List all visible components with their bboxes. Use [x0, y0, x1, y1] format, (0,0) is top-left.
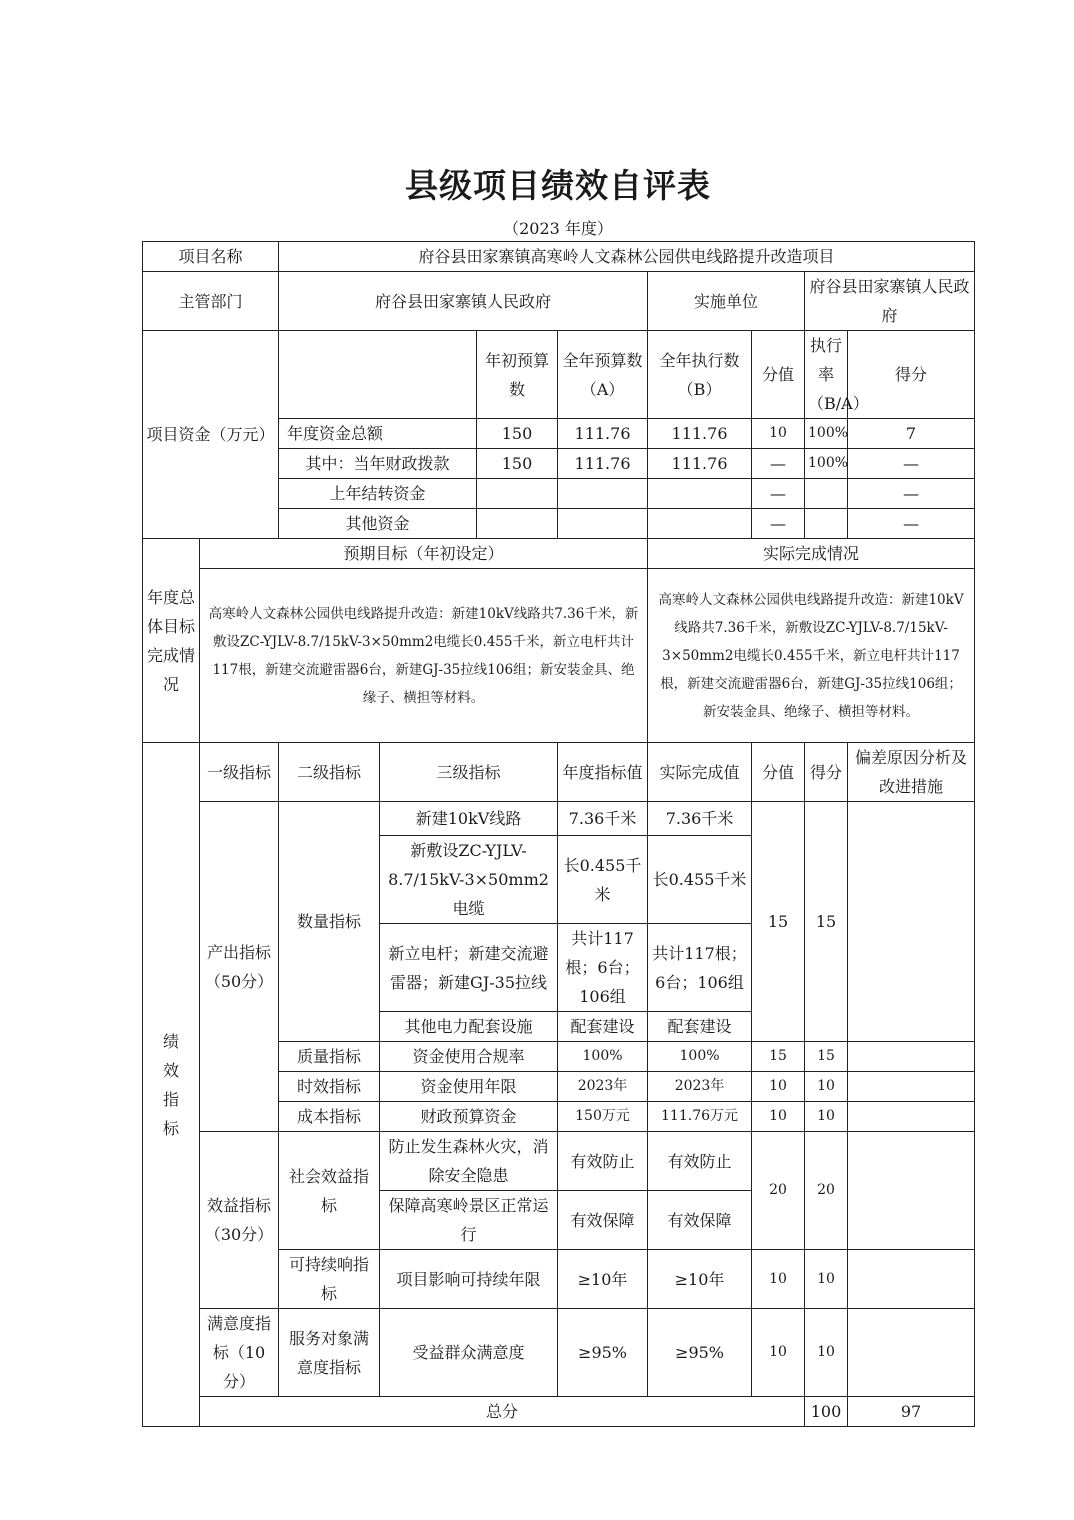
indicator-actual: ≥95%: [648, 1309, 752, 1397]
funds-row-score-value: —: [752, 479, 805, 509]
perf-header-level2: 二级指标: [279, 743, 380, 802]
indicator-score: 10: [805, 1102, 848, 1132]
indicator-score-value: 10: [752, 1102, 805, 1132]
indicator-score-value: 15: [752, 1042, 805, 1072]
funds-label: 项目资金（万元）: [143, 331, 279, 539]
funds-row-score-value: 10: [752, 419, 805, 449]
funds-row-name: 其他资金: [279, 509, 477, 539]
impl-value: 府谷县田家寨镇人民政府: [805, 272, 975, 331]
indicator-name: 项目影响可持续年限: [380, 1250, 558, 1309]
indicator-actual: 共计117根；6台；106组: [648, 924, 752, 1012]
indicator-target: 共计117根；6台；106组: [558, 924, 648, 1012]
funds-header-blank: [279, 331, 477, 419]
funds-row-score-value: —: [752, 509, 805, 539]
output-label: 产出指标（50分）: [200, 802, 279, 1132]
indicator-target: 配套建设: [558, 1012, 648, 1042]
dept-label: 主管部门: [143, 272, 279, 331]
indicator-target: 100%: [558, 1042, 648, 1072]
funds-row-annual: 111.76: [558, 419, 648, 449]
perf-header-level1: 一级指标: [200, 743, 279, 802]
indicator-name: 保障高寒岭景区正常运行: [380, 1191, 558, 1250]
indicator-score-value: 10: [752, 1250, 805, 1309]
funds-row-initial: [477, 479, 558, 509]
indicator-deviation: [848, 1309, 975, 1397]
funds-row-executed: 111.76: [648, 449, 752, 479]
social-label: 社会效益指标: [279, 1132, 380, 1250]
social-score: 20: [805, 1132, 848, 1250]
perf-header-score: 得分: [805, 743, 848, 802]
indicator-target: 有效防止: [558, 1132, 648, 1191]
indicator-score: 15: [805, 1042, 848, 1072]
funds-row-score-value: —: [752, 449, 805, 479]
indicator-name: 新敷设ZC-YJLV-8.7/15kV-3×50mm2电缆: [380, 836, 558, 924]
indicator-score: 10: [805, 1072, 848, 1102]
social-score-value: 20: [752, 1132, 805, 1250]
total-score-value: 100: [805, 1397, 848, 1427]
goals-actual-header: 实际完成情况: [648, 539, 975, 569]
funds-row-annual: [558, 509, 648, 539]
perf-header-actual: 实际完成值: [648, 743, 752, 802]
funds-header-score: 得分: [848, 331, 975, 419]
indicator-name: 财政预算资金: [380, 1102, 558, 1132]
indicator-actual: 7.36千米: [648, 802, 752, 836]
indicator-name: 新建10kV线路: [380, 802, 558, 836]
indicator-actual: 有效防止: [648, 1132, 752, 1191]
evaluation-table: [142, 241, 975, 1427]
funds-row-name: 年度资金总额: [279, 419, 477, 449]
goals-expected-header: 预期目标（年初设定）: [200, 539, 648, 569]
quantity-score-value: 15: [752, 802, 805, 1042]
funds-row-score: —: [848, 509, 975, 539]
perf-label: 绩效指标: [143, 743, 200, 1427]
quantity-deviation: [848, 802, 975, 1042]
indicator-score-value: 10: [752, 1309, 805, 1397]
indicator-target: ≥95%: [558, 1309, 648, 1397]
indicator-deviation: [848, 1042, 975, 1072]
indicator-name: 防止发生森林火灾，消除安全隐患: [380, 1132, 558, 1191]
indicator-name: 资金使用合规率: [380, 1042, 558, 1072]
funds-row-name: 上年结转资金: [279, 479, 477, 509]
indicator-target: 150万元: [558, 1102, 648, 1132]
funds-header-initial: 年初预算数: [477, 331, 558, 419]
funds-row-executed: [648, 479, 752, 509]
funds-row-executed: 111.76: [648, 419, 752, 449]
project-name-label: 项目名称: [143, 242, 279, 272]
funds-header-rate: 执行率（B/A）: [805, 331, 848, 419]
indicator-deviation: [848, 1072, 975, 1102]
impl-label: 实施单位: [648, 272, 805, 331]
indicator-name: 受益群众满意度: [380, 1309, 558, 1397]
funds-header-score-value: 分值: [752, 331, 805, 419]
funds-row-rate: 100%: [805, 449, 848, 479]
quantity-score: 15: [805, 802, 848, 1042]
indicator-name: 新立电杆；新建交流避雷器；新建GJ-35拉线: [380, 924, 558, 1012]
funds-row-executed: [648, 509, 752, 539]
sustain-label: 可持续响指标: [279, 1250, 380, 1309]
indicator-score: 10: [805, 1309, 848, 1397]
quality-label: 质量指标: [279, 1042, 380, 1072]
funds-row-initial: 150: [477, 449, 558, 479]
perf-header-deviation: 偏差原因分析及改进措施: [848, 743, 975, 802]
funds-row-initial: [477, 509, 558, 539]
indicator-target: 2023年: [558, 1072, 648, 1102]
benefit-label: 效益指标（30分）: [200, 1132, 279, 1309]
indicator-target: 长0.455千米: [558, 836, 648, 924]
funds-header-annual: 全年预算数（A）: [558, 331, 648, 419]
page-subtitle: （2023 年度）: [503, 219, 613, 238]
total-score: 97: [848, 1397, 975, 1427]
goals-actual-text: 高寒岭人文森林公园供电线路提升改造：新建10kV线路共7.36千米，新敷设ZC-YJLV-8.7/15kV-3×50mm2电缆长0.455千米，新立电杆共计117根，新建交流避雷器6台，新建GJ-35拉线106组；新安装金具、绝缘子、横担等材料。: [648, 569, 975, 743]
quantity-label: 数量指标: [279, 802, 380, 1042]
indicator-actual: ≥10年: [648, 1250, 752, 1309]
funds-row-annual: [558, 479, 648, 509]
dept-value: 府谷县田家寨镇人民政府: [279, 272, 648, 331]
funds-row-name: 其中：当年财政拨款: [279, 449, 477, 479]
funds-header-executed: 全年执行数（B）: [648, 331, 752, 419]
indicator-target: 有效保障: [558, 1191, 648, 1250]
perf-header-score-value: 分值: [752, 743, 805, 802]
funds-row-score: —: [848, 479, 975, 509]
funds-row-rate: [805, 479, 848, 509]
cost-label: 成本指标: [279, 1102, 380, 1132]
indicator-name: 其他电力配套设施: [380, 1012, 558, 1042]
indicator-actual: 有效保障: [648, 1191, 752, 1250]
funds-row-score: —: [848, 449, 975, 479]
funds-row-rate: 100%: [805, 419, 848, 449]
indicator-deviation: [848, 1102, 975, 1132]
social-deviation: [848, 1132, 975, 1250]
funds-row-annual: 111.76: [558, 449, 648, 479]
satisfaction-label: 满意度指标（10分）: [200, 1309, 279, 1397]
indicator-actual: 长0.455千米: [648, 836, 752, 924]
goals-expected-text: 高寒岭人文森林公园供电线路提升改造：新建10kV线路共7.36千米，新敷设ZC-YJLV-8.7/15kV-3×50mm2电缆长0.455千米，新立电杆共计117根，新建交流避雷器6台，新建GJ-35拉线106组；新安装金具、绝缘子、横担等材料。: [200, 569, 648, 743]
indicator-score-value: 10: [752, 1072, 805, 1102]
page-title: 县级项目绩效自评表: [405, 166, 711, 205]
timeliness-label: 时效指标: [279, 1072, 380, 1102]
indicator-actual: 111.76万元: [648, 1102, 752, 1132]
indicator-target: 7.36千米: [558, 802, 648, 836]
indicator-deviation: [848, 1250, 975, 1309]
funds-row-rate: [805, 509, 848, 539]
indicator-actual: 100%: [648, 1042, 752, 1072]
indicator-name: 资金使用年限: [380, 1072, 558, 1102]
satisfaction-sub-label: 服务对象满意度指标: [279, 1309, 380, 1397]
indicator-actual: 2023年: [648, 1072, 752, 1102]
perf-header-target: 年度指标值: [558, 743, 648, 802]
funds-row-initial: 150: [477, 419, 558, 449]
indicator-target: ≥10年: [558, 1250, 648, 1309]
total-label: 总分: [200, 1397, 805, 1427]
indicator-actual: 配套建设: [648, 1012, 752, 1042]
perf-header-level3: 三级指标: [380, 743, 558, 802]
funds-row-score: 7: [848, 419, 975, 449]
project-name-value: 府谷县田家寨镇高寒岭人文森林公园供电线路提升改造项目: [279, 242, 975, 272]
goals-label: 年度总体目标完成情况: [143, 539, 200, 743]
indicator-score: 10: [805, 1250, 848, 1309]
